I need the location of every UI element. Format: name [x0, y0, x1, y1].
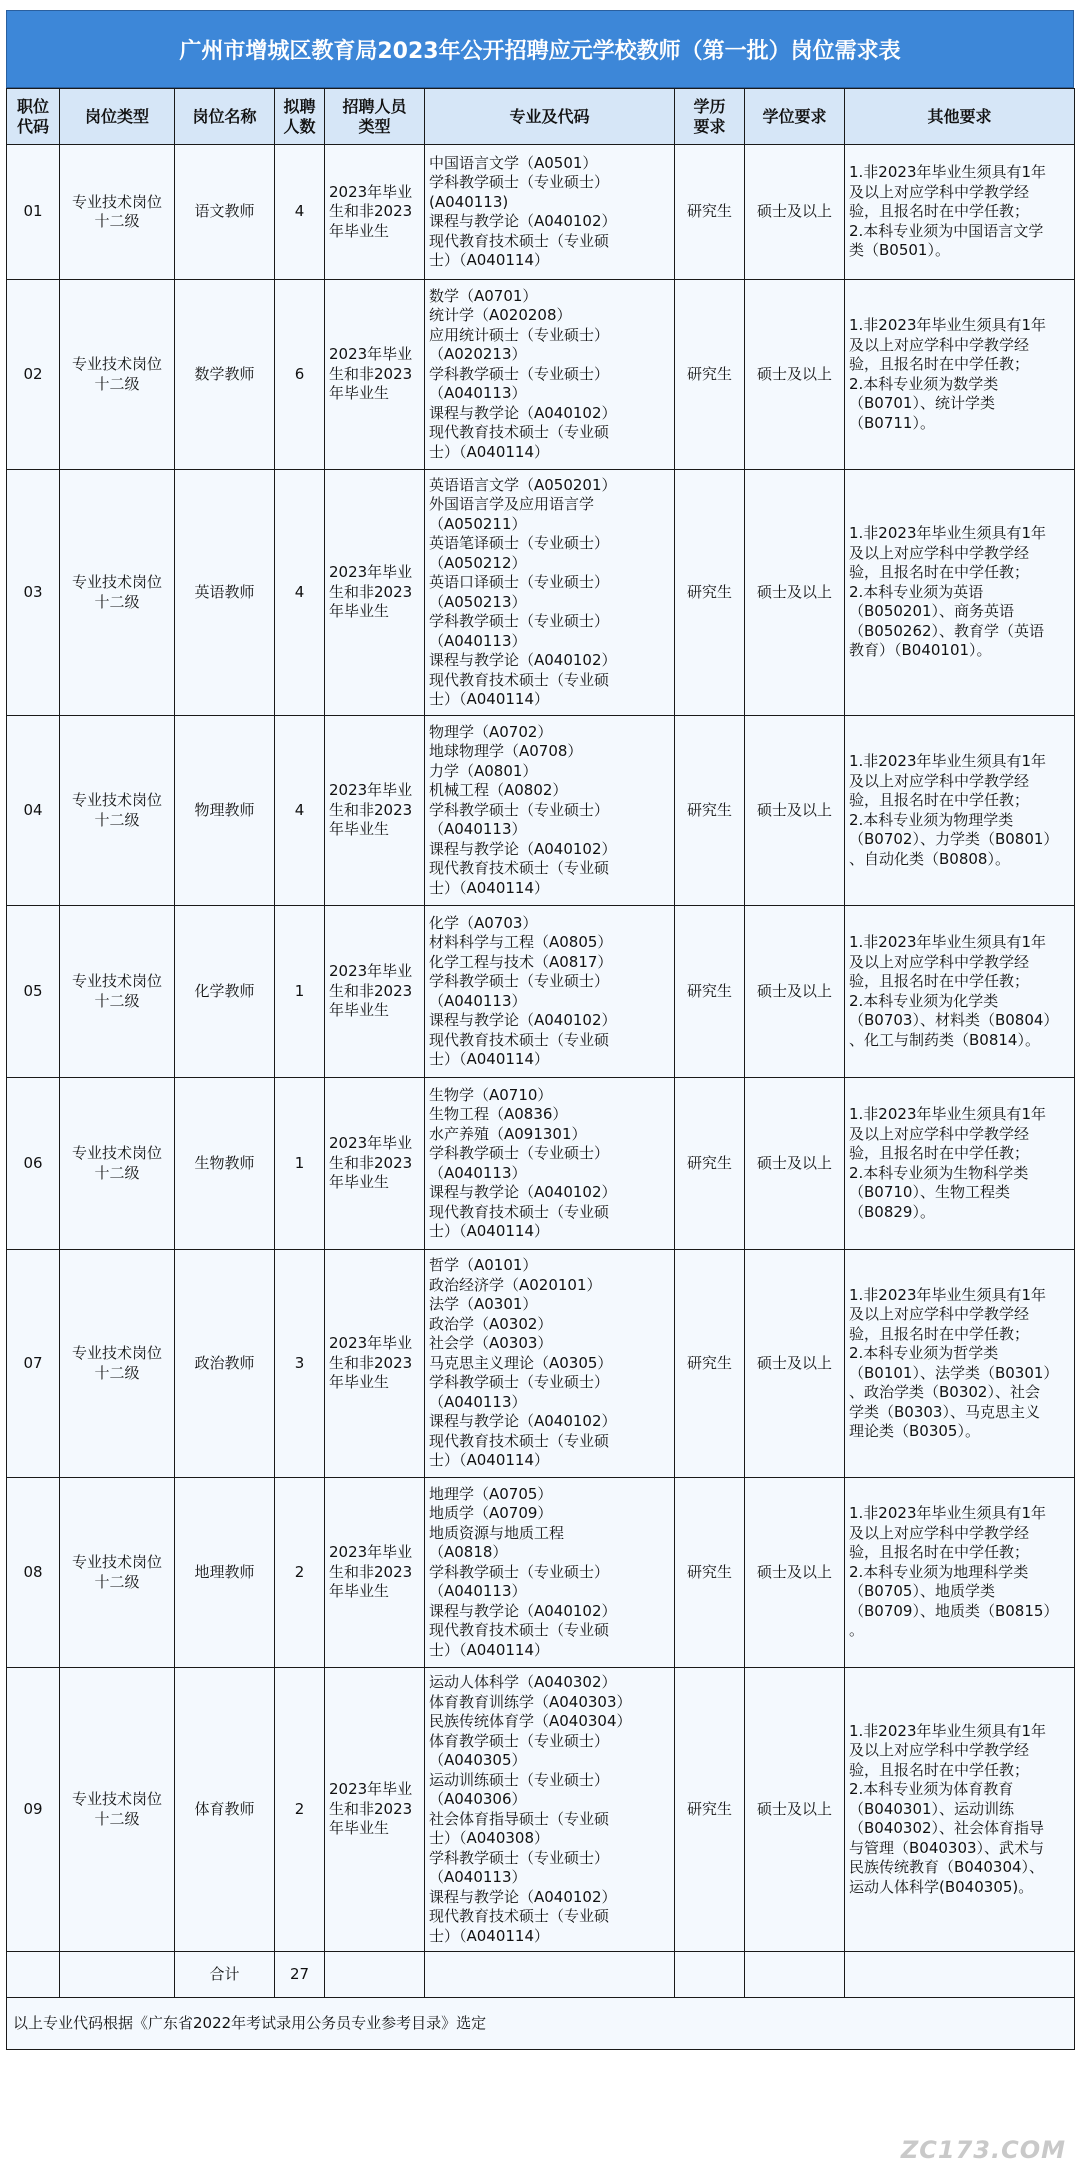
- empty-cell: [845, 1952, 1075, 1998]
- page-title: 广州市增城区教育局2023年公开招聘应元学校教师（第一批）岗位需求表: [6, 10, 1074, 88]
- major-line: 英语语言文学（A050201）: [429, 475, 617, 494]
- position-type-cell: 专业技术岗位 十二级: [60, 1078, 175, 1250]
- position-name-cell: 体育教师: [175, 1668, 275, 1952]
- major-line: 统计学（A020208）: [429, 306, 572, 325]
- headcount-cell: 1: [275, 906, 325, 1078]
- position-code-cell: 05: [7, 906, 60, 1078]
- position-name-cell: 生物教师: [175, 1078, 275, 1250]
- degree-cell: 硕士及以上: [745, 1250, 845, 1478]
- degree-cell: 硕士及以上: [745, 906, 845, 1078]
- empty-cell: [425, 1952, 675, 1998]
- position-name-cell: 语文教师: [175, 145, 275, 280]
- major-line: 材料科学与工程（A0805）: [429, 933, 613, 951]
- column-header: 专业及代码: [425, 89, 675, 145]
- major-line: 现代教育技术硕士（专业硕: [429, 1030, 610, 1049]
- position-code-cell: 09: [7, 1668, 60, 1952]
- major-line: 中国语言文学（A0501）: [429, 153, 598, 172]
- requirement-line: 民族传统教育（B040304）、: [849, 1858, 1045, 1877]
- major-line: 现代教育技术硕士（专业硕: [429, 231, 610, 250]
- major-line: 学科教学硕士（专业硕士）: [429, 1848, 610, 1867]
- requirement-line: （B050201）、商务英语: [849, 602, 1015, 621]
- requirement-line: 1.非2023年毕业生须具有1年: [849, 163, 1047, 182]
- major-line: 课程与教学论（A040102）: [429, 1887, 617, 1906]
- major-line: 马克思主义理论（A0305）: [429, 1353, 613, 1372]
- requirement-line: （B0705）、地质学类: [849, 1582, 995, 1601]
- headcount-cell: 4: [275, 470, 325, 716]
- major-line: 士）（A040308）: [429, 1829, 550, 1847]
- requirement-line: 及以上对应学科中学教学经: [849, 952, 1030, 971]
- total-count: 27: [275, 1952, 325, 1998]
- major-line: （A040305）: [429, 1751, 527, 1769]
- empty-cell: [325, 1952, 425, 1998]
- table-row: [7, 280, 1075, 470]
- requirement-line: （B0101）、法学类（B0301）: [849, 1363, 1059, 1382]
- major-line: 地球物理学（A0708）: [429, 742, 583, 761]
- major-line: 现代教育技术硕士（专业硕: [429, 1202, 610, 1221]
- major-line: 政治经济学（A020101）: [429, 1275, 602, 1294]
- major-line: （A040113）: [429, 1163, 527, 1182]
- requirement-line: 1.非2023年毕业生须具有1年: [849, 1504, 1047, 1523]
- majors-cell: [425, 906, 675, 1078]
- major-line: 数学（A0701）: [429, 286, 538, 305]
- education-cell: 研究生: [675, 470, 745, 716]
- empty-cell: [745, 1952, 845, 1998]
- major-line: 士）（A040114）: [429, 1451, 550, 1470]
- majors-cell: [425, 1078, 675, 1250]
- recruit-type-cell: 2023年毕业 生和非2023 年毕业生: [325, 280, 425, 470]
- major-line: 现代教育技术硕士（专业硕: [429, 1621, 610, 1640]
- major-line: 社会体育指导硕士（专业硕: [429, 1809, 610, 1828]
- requirement-line: 1.非2023年毕业生须具有1年: [849, 316, 1047, 334]
- major-line: 生物学（A0710）: [429, 1085, 553, 1104]
- requirement-line: （B0709）、地质类（B0815）: [849, 1601, 1059, 1620]
- requirement-line: （B040302）、社会体育指导: [849, 1819, 1045, 1838]
- column-header: 岗位名称: [175, 89, 275, 145]
- requirement-line: 2.本科专业须为英语: [849, 582, 984, 601]
- major-line: 士）（A040114）: [429, 251, 550, 269]
- position-code-cell: 03: [7, 470, 60, 716]
- requirement-line: 2.本科专业须为地理科学类: [849, 1562, 1029, 1581]
- education-cell: 研究生: [675, 1078, 745, 1250]
- position-name-cell: 物理教师: [175, 716, 275, 906]
- majors-cell: [425, 1668, 675, 1952]
- table-row: [7, 906, 1075, 1078]
- major-line: （A040113）: [429, 384, 527, 403]
- requirement-line: 验，且报名时在中学任教；: [849, 1760, 1030, 1779]
- footnote-row: [7, 1998, 1075, 2050]
- major-line: 英语口译硕士（专业硕士）: [429, 573, 610, 591]
- requirement-line: 及以上对应学科中学教学经: [849, 1305, 1030, 1323]
- position-name-cell: 英语教师: [175, 470, 275, 716]
- degree-cell: 硕士及以上: [745, 1078, 845, 1250]
- empty-cell: [675, 1952, 745, 1998]
- requirement-line: （B0829）。: [849, 1202, 935, 1221]
- position-type-cell: 专业技术岗位 十二级: [60, 1668, 175, 1952]
- major-line: 现代教育技术硕士（专业硕: [429, 670, 610, 689]
- requirement-line: 验，且报名时在中学任教；: [849, 1144, 1030, 1162]
- requirement-line: 1.非2023年毕业生须具有1年: [849, 1721, 1047, 1740]
- total-row: [7, 1952, 1075, 1998]
- requirement-line: （B040301）、运动训练: [849, 1799, 1015, 1818]
- requirement-line: 、自动化类（B0808）。: [849, 849, 1010, 868]
- requirement-line: 及以上对应学科中学教学经: [849, 335, 1030, 354]
- requirement-line: 1.非2023年毕业生须具有1年: [849, 524, 1047, 543]
- position-type-cell: 专业技术岗位 十二级: [60, 470, 175, 716]
- requirement-line: 1.非2023年毕业生须具有1年: [849, 1105, 1047, 1123]
- major-line: 士）（A040114）: [429, 690, 550, 708]
- other-requirements-cell: [845, 280, 1075, 470]
- majors-cell: [425, 280, 675, 470]
- major-line: 士）（A040114）: [429, 442, 550, 461]
- requirement-line: 1.非2023年毕业生须具有1年: [849, 933, 1047, 951]
- major-line: 学科教学硕士（专业硕士）: [429, 1373, 610, 1392]
- major-line: 学科教学硕士（专业硕士）: [429, 972, 610, 990]
- majors-cell: [425, 145, 675, 280]
- column-header: 其他要求: [845, 89, 1075, 145]
- degree-cell: 硕士及以上: [745, 1478, 845, 1668]
- other-requirements-cell: [845, 470, 1075, 716]
- requirement-line: 验，且报名时在中学任教；: [849, 563, 1030, 582]
- recruit-type-cell: 2023年毕业 生和非2023 年毕业生: [325, 1668, 425, 1952]
- empty-cell: [7, 1952, 60, 1998]
- position-name-cell: 地理教师: [175, 1478, 275, 1668]
- headcount-cell: 4: [275, 145, 325, 280]
- table-body: [7, 145, 1075, 2050]
- column-header: 职位 代码: [7, 89, 60, 145]
- major-line: 化学工程与技术（A0817）: [429, 952, 613, 971]
- degree-cell: 硕士及以上: [745, 280, 845, 470]
- requirement-line: （B0702）、力学类（B0801）: [849, 830, 1059, 848]
- major-line: 学科教学硕士（专业硕士）: [429, 1144, 610, 1162]
- major-line: （A040113）: [429, 1582, 527, 1601]
- major-line: 课程与教学论（A040102）: [429, 1601, 617, 1620]
- major-line: （A0818）: [429, 1543, 508, 1562]
- column-header: 拟聘 人数: [275, 89, 325, 145]
- column-header: 招聘人员 类型: [325, 89, 425, 145]
- requirement-line: 2.本科专业须为中国语言文学: [849, 221, 1044, 240]
- major-line: 士）（A040114）: [429, 1640, 550, 1659]
- major-line: 士）（A040114）: [429, 878, 550, 897]
- headcount-cell: 1: [275, 1078, 325, 1250]
- education-cell: 研究生: [675, 1250, 745, 1478]
- major-line: 学科教学硕士（专业硕士）: [429, 173, 610, 191]
- major-line: 机械工程（A0802）: [429, 781, 568, 800]
- position-code-cell: 07: [7, 1250, 60, 1478]
- requirement-line: 、化工与制药类（B0814）。: [849, 1030, 1040, 1049]
- major-line: （A040113）: [429, 991, 527, 1010]
- table-row: [7, 145, 1075, 280]
- major-line: （A040113）: [429, 1392, 527, 1411]
- column-header: 岗位类型: [60, 89, 175, 145]
- major-line: 社会学（A0303）: [429, 1334, 553, 1353]
- major-line: 学科教学硕士（专业硕士）: [429, 612, 610, 630]
- major-line: 现代教育技术硕士（专业硕: [429, 1907, 610, 1925]
- majors-cell: [425, 1478, 675, 1668]
- education-cell: 研究生: [675, 280, 745, 470]
- position-name-cell: 化学教师: [175, 906, 275, 1078]
- other-requirements-cell: [845, 906, 1075, 1078]
- total-label: 合计: [175, 1952, 275, 1998]
- position-type-cell: 专业技术岗位 十二级: [60, 280, 175, 470]
- major-line: 政治学（A0302）: [429, 1314, 553, 1333]
- major-line: （A050211）: [429, 514, 527, 533]
- major-line: 地理学（A0705）: [429, 1484, 553, 1503]
- requirement-line: 验，且报名时在中学任教；: [849, 202, 1030, 221]
- major-line: （A020213）: [429, 345, 527, 364]
- requirement-line: 2.本科专业须为生物科学类: [849, 1163, 1029, 1182]
- major-line: 应用统计硕士（专业硕士）: [429, 325, 610, 344]
- requirement-line: 验，且报名时在中学任教；: [849, 355, 1030, 373]
- requirement-line: 、政治学类（B0302）、社会: [849, 1383, 1040, 1401]
- requirement-line: 运动人体科学(B040305)。: [849, 1877, 1034, 1896]
- degree-cell: 硕士及以上: [745, 145, 845, 280]
- other-requirements-cell: [845, 716, 1075, 906]
- position-code-cell: 01: [7, 145, 60, 280]
- position-code-cell: 04: [7, 716, 60, 906]
- education-cell: 研究生: [675, 906, 745, 1078]
- major-line: 课程与教学论（A040102）: [429, 1412, 617, 1431]
- table-row: [7, 716, 1075, 906]
- requirement-line: 验，且报名时在中学任教；: [849, 972, 1030, 990]
- major-line: （A050212）: [429, 553, 527, 572]
- major-line: 力学（A0801）: [429, 761, 538, 780]
- position-code-cell: 08: [7, 1478, 60, 1668]
- major-line: 学科教学硕士（专业硕士）: [429, 1562, 610, 1581]
- majors-cell: [425, 716, 675, 906]
- other-requirements-cell: [845, 145, 1075, 280]
- recruit-type-cell: 2023年毕业 生和非2023 年毕业生: [325, 716, 425, 906]
- major-line: （A040113）: [429, 631, 527, 650]
- major-line: 水产养殖（A091301）: [429, 1124, 587, 1143]
- recruitment-table: [6, 88, 1075, 2050]
- major-line: 外国语言学及应用语言学: [429, 495, 595, 513]
- major-line: 英语笔译硕士（专业硕士）: [429, 534, 610, 552]
- major-line: 体育教学硕士（专业硕士）: [429, 1731, 610, 1750]
- requirement-line: 1.非2023年毕业生须具有1年: [849, 752, 1047, 770]
- requirement-line: 2.本科专业须为物理学类: [849, 810, 1014, 829]
- recruit-type-cell: 2023年毕业 生和非2023 年毕业生: [325, 1478, 425, 1668]
- major-line: 士）（A040114）: [429, 1222, 550, 1240]
- requirement-line: （B0701）、统计学类: [849, 394, 995, 412]
- headcount-cell: 2: [275, 1668, 325, 1952]
- headcount-cell: 6: [275, 280, 325, 470]
- requirement-line: 2.本科专业须为数学类: [849, 374, 999, 393]
- recruit-type-cell: 2023年毕业 生和非2023 年毕业生: [325, 1078, 425, 1250]
- table-row: [7, 470, 1075, 716]
- requirement-line: 与管理（B040303）、武术与: [849, 1838, 1045, 1857]
- requirement-line: 及以上对应学科中学教学经: [849, 182, 1030, 201]
- watermark: ZC173.COM: [900, 2136, 1066, 2164]
- requirement-line: 及以上对应学科中学教学经: [849, 771, 1030, 790]
- major-line: 运动训练硕士（专业硕士）: [429, 1770, 610, 1789]
- major-line: 地质资源与地质工程: [429, 1523, 565, 1542]
- column-header: 学历 要求: [675, 89, 745, 145]
- header-row: [7, 89, 1075, 145]
- major-line: 运动人体科学（A040302）: [429, 1673, 617, 1691]
- empty-cell: [60, 1952, 175, 1998]
- major-line: 民族传统体育学（A040304）: [429, 1712, 632, 1730]
- headcount-cell: 2: [275, 1478, 325, 1668]
- major-line: (A040113): [429, 192, 509, 211]
- requirement-line: 验，且报名时在中学任教；: [849, 1324, 1030, 1343]
- degree-cell: 硕士及以上: [745, 470, 845, 716]
- major-line: 课程与教学论（A040102）: [429, 839, 617, 858]
- recruit-type-cell: 2023年毕业 生和非2023 年毕业生: [325, 470, 425, 716]
- degree-cell: 硕士及以上: [745, 1668, 845, 1952]
- education-cell: 研究生: [675, 1478, 745, 1668]
- table-row: [7, 1250, 1075, 1478]
- position-type-cell: 专业技术岗位 十二级: [60, 716, 175, 906]
- position-name-cell: 数学教师: [175, 280, 275, 470]
- requirement-line: （B0710）、生物工程类: [849, 1183, 1010, 1201]
- major-line: 物理学（A0702）: [429, 722, 553, 741]
- requirement-line: 及以上对应学科中学教学经: [849, 543, 1030, 562]
- requirement-line: 验，且报名时在中学任教；: [849, 1543, 1030, 1562]
- requirement-line: 2.本科专业须为哲学类: [849, 1344, 999, 1362]
- major-line: 哲学（A0101）: [429, 1256, 538, 1275]
- requirement-line: （B0703）、材料类（B0804）: [849, 1011, 1059, 1029]
- position-type-cell: 专业技术岗位 十二级: [60, 906, 175, 1078]
- major-line: 生物工程（A0836）: [429, 1105, 568, 1123]
- major-line: 士）（A040114）: [429, 1050, 550, 1068]
- major-line: 学科教学硕士（专业硕士）: [429, 800, 610, 819]
- education-cell: 研究生: [675, 145, 745, 280]
- major-line: （A050213）: [429, 592, 527, 611]
- major-line: 学科教学硕士（专业硕士）: [429, 364, 610, 383]
- requirement-line: 学类（B0303）、马克思主义: [849, 1402, 1040, 1421]
- degree-cell: 硕士及以上: [745, 716, 845, 906]
- major-line: （A040113）: [429, 820, 527, 839]
- requirement-line: 及以上对应学科中学教学经: [849, 1741, 1030, 1760]
- major-line: 士）（A040114）: [429, 1926, 550, 1945]
- table-row: [7, 1668, 1075, 1952]
- major-line: 化学（A0703）: [429, 913, 538, 932]
- position-type-cell: 专业技术岗位 十二级: [60, 1250, 175, 1478]
- requirement-line: 理论类（B0305）。: [849, 1422, 980, 1440]
- major-line: 现代教育技术硕士（专业硕: [429, 859, 610, 878]
- majors-cell: [425, 1250, 675, 1478]
- major-line: 现代教育技术硕士（专业硕: [429, 423, 610, 442]
- requirement-line: 。: [849, 1621, 865, 1640]
- position-code-cell: 06: [7, 1078, 60, 1250]
- majors-cell: [425, 470, 675, 716]
- requirement-line: 2.本科专业须为体育教育: [849, 1780, 1014, 1799]
- requirement-line: （B050262）、教育学（英语: [849, 621, 1045, 640]
- requirement-line: 1.非2023年毕业生须具有1年: [849, 1285, 1047, 1304]
- column-header: 学位要求: [745, 89, 845, 145]
- position-type-cell: 专业技术岗位 十二级: [60, 1478, 175, 1668]
- recruit-type-cell: 2023年毕业 生和非2023 年毕业生: [325, 1250, 425, 1478]
- major-line: 课程与教学论（A040102）: [429, 403, 617, 422]
- education-cell: 研究生: [675, 1668, 745, 1952]
- requirement-line: 2.本科专业须为化学类: [849, 991, 999, 1010]
- requirement-line: 类（B0501）。: [849, 241, 950, 260]
- major-line: 法学（A0301）: [429, 1295, 538, 1314]
- requirement-line: 教育）（B040101）。: [849, 641, 992, 660]
- recruit-type-cell: 2023年毕业 生和非2023 年毕业生: [325, 145, 425, 280]
- table-row: [7, 1478, 1075, 1668]
- major-line: 地质学（A0709）: [429, 1504, 553, 1523]
- major-line: 现代教育技术硕士（专业硕: [429, 1431, 610, 1450]
- other-requirements-cell: [845, 1478, 1075, 1668]
- major-line: 体育教育训练学（A040303）: [429, 1692, 632, 1711]
- position-code-cell: 02: [7, 280, 60, 470]
- headcount-cell: 3: [275, 1250, 325, 1478]
- other-requirements-cell: [845, 1668, 1075, 1952]
- footnote: 以上专业代码根据《广东省2022年考试录用公务员专业参考目录》选定: [7, 1998, 1075, 2050]
- major-line: 课程与教学论（A040102）: [429, 1183, 617, 1201]
- other-requirements-cell: [845, 1250, 1075, 1478]
- requirement-line: 及以上对应学科中学教学经: [849, 1523, 1030, 1542]
- major-line: 课程与教学论（A040102）: [429, 651, 617, 669]
- other-requirements-cell: [845, 1078, 1075, 1250]
- position-name-cell: 政治教师: [175, 1250, 275, 1478]
- major-line: 课程与教学论（A040102）: [429, 212, 617, 230]
- major-line: 课程与教学论（A040102）: [429, 1011, 617, 1029]
- requirement-line: （B0711）。: [849, 413, 935, 432]
- requirement-line: 验，且报名时在中学任教；: [849, 791, 1030, 809]
- headcount-cell: 4: [275, 716, 325, 906]
- education-cell: 研究生: [675, 716, 745, 906]
- major-line: （A040306）: [429, 1790, 527, 1808]
- position-type-cell: 专业技术岗位 十二级: [60, 145, 175, 280]
- major-line: （A040113）: [429, 1868, 527, 1886]
- table-row: [7, 1078, 1075, 1250]
- requirement-line: 及以上对应学科中学教学经: [849, 1124, 1030, 1143]
- recruit-type-cell: 2023年毕业 生和非2023 年毕业生: [325, 906, 425, 1078]
